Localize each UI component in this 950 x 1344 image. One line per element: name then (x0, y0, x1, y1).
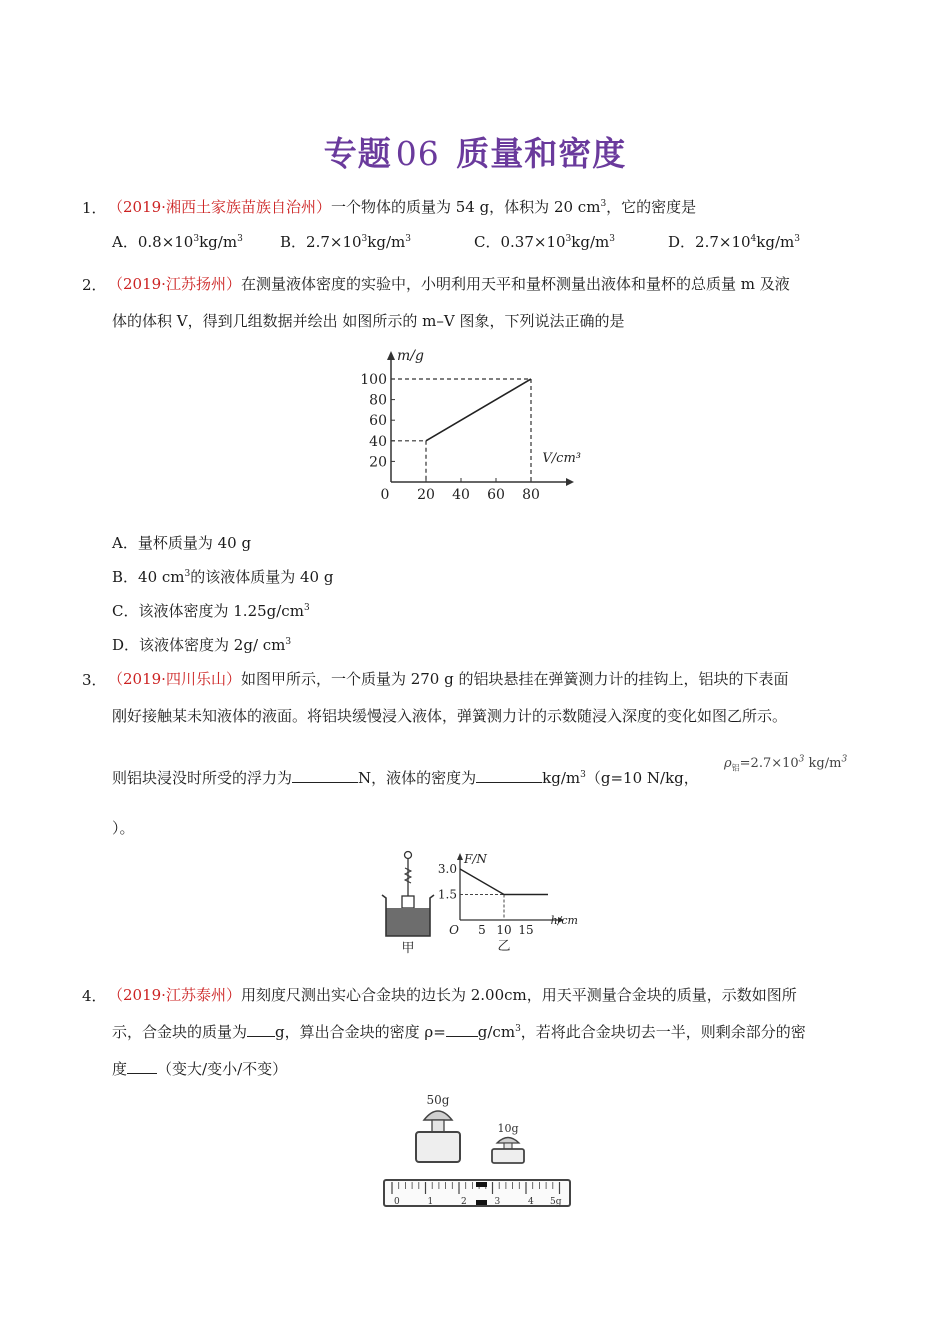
q3-blank-density[interactable] (476, 768, 542, 783)
q4-blank-change[interactable] (127, 1059, 157, 1074)
x-axis-label: V/cm³ (542, 451, 581, 466)
q3-number: 3． (82, 671, 107, 689)
fh-chart (432, 850, 582, 958)
q1-option-c[interactable]: C．$0.37\times 10^3kg/m^3$ (474, 233, 615, 251)
q1-option-b[interactable]: B．$2.7\times 10^3kg/m^3$ (280, 233, 411, 251)
y-tick-label: 3.0 (437, 862, 457, 876)
aluminum-density-formula: $\rho_铝=2.7\times 10^3$ $kg/m^3$ (724, 754, 848, 773)
x-tick-label: 10 (496, 923, 512, 937)
y-axis-label: m/g (397, 348, 424, 364)
x-axis-label: h/cm (550, 914, 578, 927)
q1-stem: （2019·湘西土家族苗族自治州）一个物体的质量为 54 g，体积为 20 $cm^3$，它的密度是 (108, 198, 697, 216)
q2-option-d[interactable]: D．该液体密度为 2g/ $cm^3$ (112, 636, 292, 654)
ruler-label: 2 (461, 1197, 467, 1207)
x-tick-label: 60 (487, 487, 505, 503)
ruler-label: 1 (427, 1197, 434, 1207)
page-title: 专题 06 质量和密度 (323, 134, 627, 173)
q1-option-d[interactable]: D．$2.7\times 10^4kg/m^3$ (668, 233, 800, 251)
force-depth-line (460, 869, 548, 895)
q2-number: 2． (82, 276, 107, 294)
q4-source: （2019·江苏泰州） (108, 986, 241, 1004)
q4-number: 4． (82, 987, 107, 1005)
x-tick-label: 80 (522, 487, 540, 503)
ruler-label: 0 (394, 1197, 400, 1207)
q2-option-a[interactable]: A．量杯质量为 40 g (112, 534, 252, 552)
origin-label: O (449, 923, 459, 937)
x-axis-arrow (566, 478, 574, 486)
q2-stem-line2: 体的体积 V，得到几组数据并绘出 如图所示的 m–V 图象，下列说法正确的是 (112, 312, 625, 330)
figure-label-jia: 甲 (401, 941, 415, 956)
x-tick-label: 40 (452, 487, 470, 503)
mass-volume-line (426, 379, 531, 441)
ruler-label: 4 (528, 1197, 534, 1207)
q4-stem-line1: （2019·江苏泰州）用刻度尺测出实心合金块的边长为 2.00cm，用天平测量合金块的质量，示数如图所 (108, 986, 797, 1004)
y-axis-arrow (387, 351, 395, 360)
spring-scale-apparatus (378, 848, 438, 958)
q4-blank-mass[interactable] (247, 1022, 275, 1037)
weight-label-10g: 10g (497, 1122, 519, 1135)
q3-stem-line1: （2019·四川乐山）如图甲所示，一个质量为 270 g 的铝块悬挂在弹簧测力计的挂钩上，铝块的下表面 (108, 670, 789, 688)
y-tick-label: 40 (369, 433, 387, 450)
q2-option-c[interactable]: C．该液体密度为 $1.25g/cm^3$ (112, 602, 310, 620)
x-tick-label: 5 (478, 923, 486, 937)
q1-source: （2019·湘西土家族苗族自治州） (108, 198, 331, 216)
balance-weights-figure (380, 1090, 575, 1215)
q4-blank-density[interactable] (446, 1022, 478, 1037)
q3-source: （2019·四川乐山） (108, 670, 241, 688)
figure-label-yi: 乙 (497, 939, 511, 954)
y-axis-arrow (457, 853, 463, 860)
q1-option-a[interactable]: A．$0.8\times 10^3kg/m^3$ (112, 233, 243, 251)
x-tick-label: 0 (380, 487, 390, 503)
x-tick-label: 20 (417, 487, 435, 503)
q3-stem-line2: 刚好接触某未知液体的液面。将铝块缓慢浸入液体，弹簧测力计的示数随浸入深度的变化如图乙所示。 (112, 707, 788, 725)
weight-label-50g: 50g (426, 1093, 450, 1107)
y-tick-label: 60 (369, 413, 387, 430)
y-axis-label: F/N (464, 852, 487, 866)
x-tick-label: 15 (518, 923, 534, 937)
q2-stem-line1: （2019·江苏扬州）在测量液体密度的实验中，小明利用天平和量杯测量出液体和量杯的总质量 m 及液 (108, 275, 790, 293)
q4-stem-line3: 度 （变大/变小/不变） (112, 1060, 288, 1078)
q3-blank-buoyancy[interactable] (292, 768, 358, 783)
q3-stem-line3: 则铝块浸没时所受的浮力为 N，液体的密度为 $kg/m^3(g=10$ N/kg， (112, 769, 699, 787)
ruler-label: 5g (550, 1197, 562, 1207)
q1-number: 1． (82, 199, 107, 217)
q3-stem-line4: ）。 (112, 819, 135, 837)
ruler-label: 3 (494, 1197, 501, 1207)
q2-source: （2019·江苏扬州） (108, 275, 241, 293)
y-tick-label: 1.5 (437, 887, 457, 902)
y-tick-label: 20 (369, 454, 387, 471)
y-tick-label: 100 (360, 372, 387, 388)
mv-chart (355, 340, 595, 510)
y-tick-label: 80 (369, 392, 387, 409)
q2-option-b[interactable]: B．40 $cm^3$的该液体质量为 40 g (112, 568, 334, 586)
q4-stem-line2: 示，合金块的质量为 g，算出合金块的密度 $\rho= g/cm^3$，若将此合金块切去一半，则剩余部分的密 (112, 1023, 806, 1041)
